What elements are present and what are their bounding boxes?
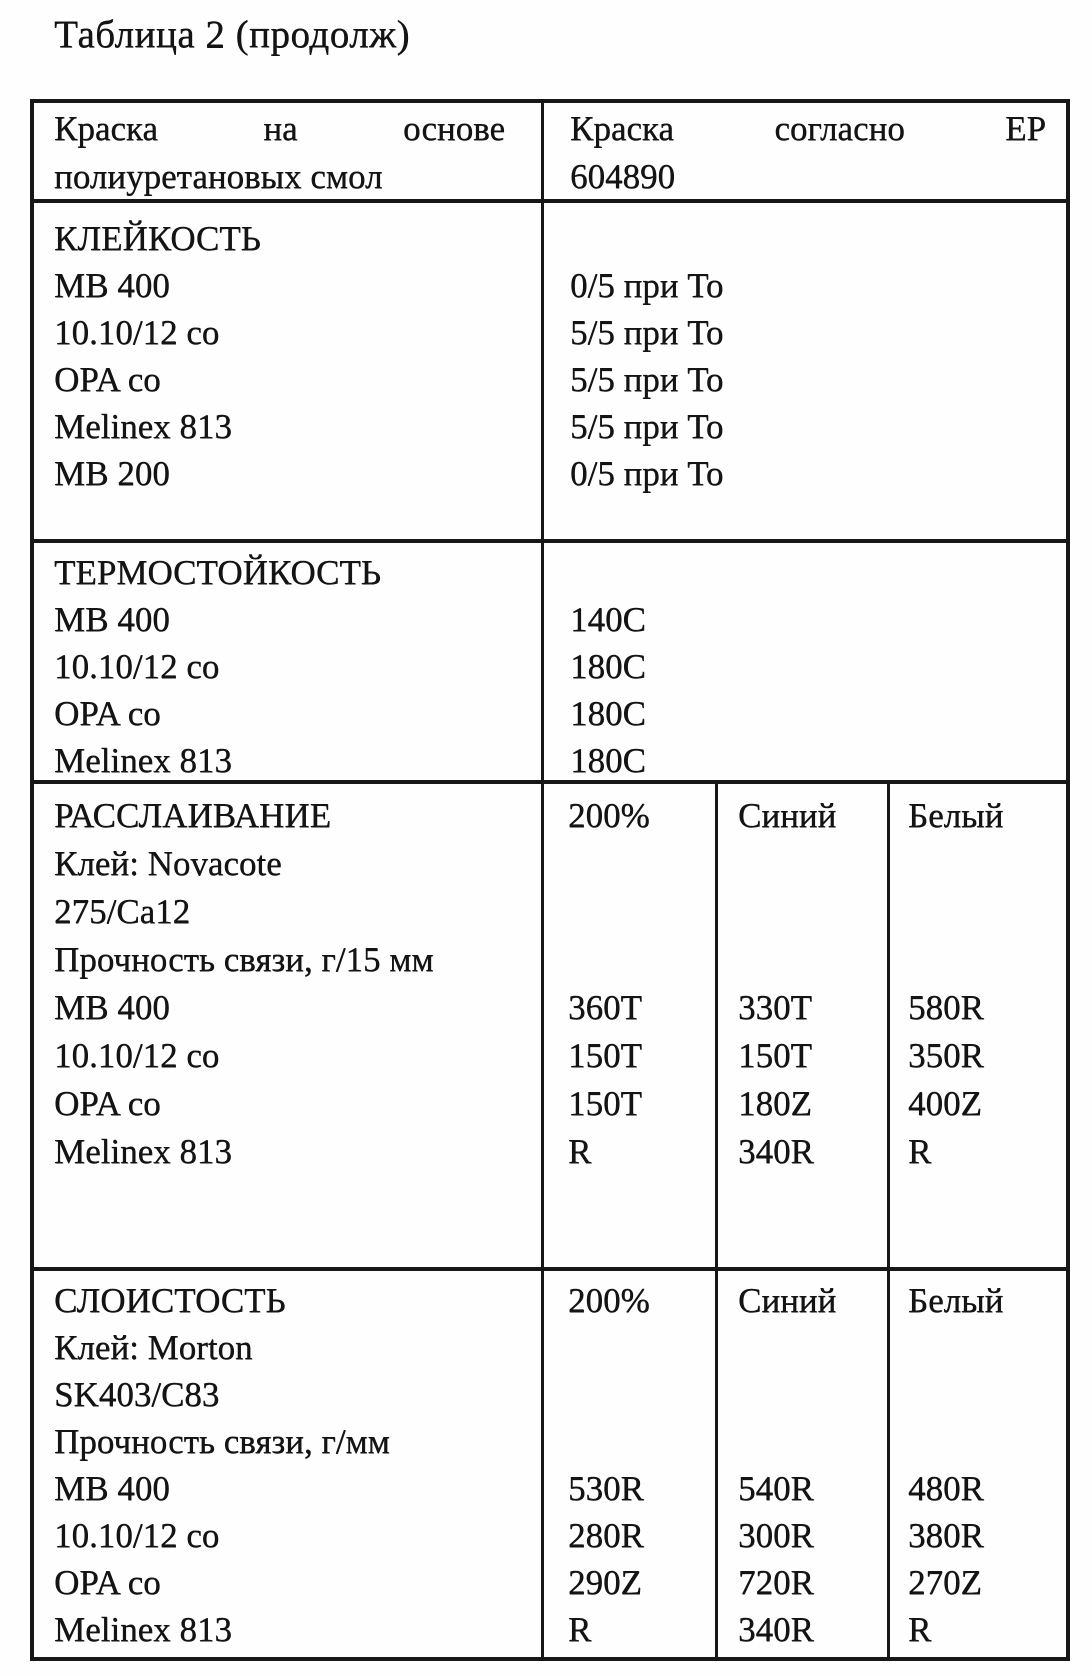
result-value: R: [568, 1610, 592, 1649]
empty-cell-line: [570, 215, 1046, 262]
empty-cell-line: [570, 549, 1046, 596]
result-value: 720R: [738, 1563, 814, 1602]
result-value: 180Z: [738, 1084, 812, 1123]
measure-label: Прочность связи, г/мм: [54, 1422, 390, 1461]
result-value: 540R: [738, 1469, 814, 1508]
column-header: Синий: [738, 796, 837, 835]
result-value: 480R: [908, 1469, 984, 1508]
header-line-2: полиуретановых смол: [54, 157, 383, 196]
heat-resistance-labels-column: [34, 543, 544, 780]
section-heading: СЛОИСТОСТЬ: [54, 1281, 286, 1320]
result-value: 5/5 при То: [570, 407, 724, 446]
section-heading: КЛЕЙКОСТЬ: [54, 219, 261, 258]
material-label: MB 400: [54, 988, 170, 1027]
result-value: 150T: [738, 1036, 812, 1075]
material-label: OPA co: [54, 1563, 161, 1602]
result-value: 290Z: [568, 1563, 642, 1602]
empty-cell-block: [908, 1324, 1062, 1465]
empty-cell-block: [568, 840, 711, 984]
material-label: OPA co: [54, 1084, 161, 1123]
column-header: 200%: [568, 1281, 650, 1320]
result-value: R: [908, 1132, 932, 1171]
section-delamination: [34, 784, 1066, 1271]
header-line-2: 604890: [570, 157, 675, 196]
layering-white-column: [890, 1271, 1066, 1657]
result-value: 5/5 при То: [570, 313, 724, 352]
result-value: 530R: [568, 1469, 644, 1508]
result-value: 180C: [570, 694, 646, 733]
column-header: Белый: [908, 1281, 1004, 1320]
header-word: ЕР: [1005, 109, 1046, 148]
section-tackiness: [34, 203, 1066, 543]
adhesive-label: 275/Ca12: [54, 892, 191, 931]
delamination-200-column: [544, 784, 718, 1267]
data-table: [30, 99, 1070, 1661]
material-label: MB 200: [54, 454, 170, 493]
header-word: на: [263, 109, 298, 148]
header-line-1: [570, 105, 1046, 153]
result-value: 150T: [568, 1084, 642, 1123]
delamination-blue-column: [718, 784, 890, 1267]
header-word: Краска: [54, 109, 158, 148]
empty-cell-block: [568, 1324, 711, 1465]
empty-cell-block: [908, 840, 1062, 984]
header-word: основе: [402, 109, 505, 148]
header-word: согласно: [774, 109, 905, 148]
header-word: Краска: [570, 109, 674, 148]
result-value: 360T: [568, 988, 642, 1027]
result-value: 340R: [738, 1132, 814, 1171]
result-value: 5/5 при То: [570, 360, 724, 399]
material-label: OPA co: [54, 694, 161, 733]
material-label: 10.10/12 co: [54, 1516, 220, 1555]
material-label: OPA co: [54, 360, 161, 399]
material-label: MB 400: [54, 600, 170, 639]
section-heat-resistance: [34, 543, 1066, 784]
result-value: 400Z: [908, 1084, 982, 1123]
adhesive-label: Клей: Novacote: [54, 844, 282, 883]
material-label: Melinex 813: [54, 407, 232, 446]
result-value: 0/5 при То: [570, 454, 724, 493]
empty-cell-block: [738, 1324, 883, 1465]
result-value: 580R: [908, 988, 984, 1027]
layering-200-column: [544, 1271, 718, 1657]
delamination-labels-column: [34, 784, 544, 1267]
result-value: 140C: [570, 600, 646, 639]
section-layering: [34, 1271, 1066, 1657]
material-label: Melinex 813: [54, 741, 232, 780]
adhesive-label: SK403/C83: [54, 1375, 220, 1414]
column-header: Белый: [908, 796, 1004, 835]
result-value: 280R: [568, 1516, 644, 1555]
page-title: Таблица 2 (продолж): [54, 13, 411, 56]
result-value: 300R: [738, 1516, 814, 1555]
heat-resistance-values-column: [544, 543, 1066, 780]
material-label: 10.10/12 co: [54, 313, 220, 352]
result-value: R: [568, 1132, 592, 1171]
table-header-row: [34, 103, 1066, 203]
section-heading: ТЕРМОСТОЙКОСТЬ: [54, 553, 381, 592]
empty-cell-block: [738, 840, 883, 984]
result-value: 180C: [570, 647, 646, 686]
result-value: 350R: [908, 1036, 984, 1075]
adhesive-label: Клей: Morton: [54, 1328, 253, 1367]
material-label: 10.10/12 co: [54, 647, 220, 686]
material-label: MB 400: [54, 1469, 170, 1508]
result-value: 330T: [738, 988, 812, 1027]
material-label: 10.10/12 co: [54, 1036, 220, 1075]
result-value: 340R: [738, 1610, 814, 1649]
result-value: 380R: [908, 1516, 984, 1555]
result-value: 150T: [568, 1036, 642, 1075]
material-label: MB 400: [54, 266, 170, 305]
section-heading: РАССЛАИВАНИЕ: [54, 796, 331, 835]
tackiness-values-column: [544, 203, 1066, 539]
tackiness-labels-column: [34, 203, 544, 539]
material-label: Melinex 813: [54, 1132, 232, 1171]
header-cell-polyurethane-paint: [34, 103, 544, 199]
header-cell-ep-paint: [544, 103, 1066, 199]
material-label: Melinex 813: [54, 1610, 232, 1649]
header-line-1: [54, 105, 505, 153]
result-value: 0/5 при То: [570, 266, 724, 305]
delamination-white-column: [890, 784, 1066, 1267]
measure-label: Прочность связи, г/15 мм: [54, 940, 434, 979]
result-value: R: [908, 1610, 932, 1649]
column-header: 200%: [568, 796, 650, 835]
result-value: 270Z: [908, 1563, 982, 1602]
layering-labels-column: [34, 1271, 544, 1657]
result-value: 180C: [570, 741, 646, 780]
column-header: Синий: [738, 1281, 837, 1320]
layering-blue-column: [718, 1271, 890, 1657]
